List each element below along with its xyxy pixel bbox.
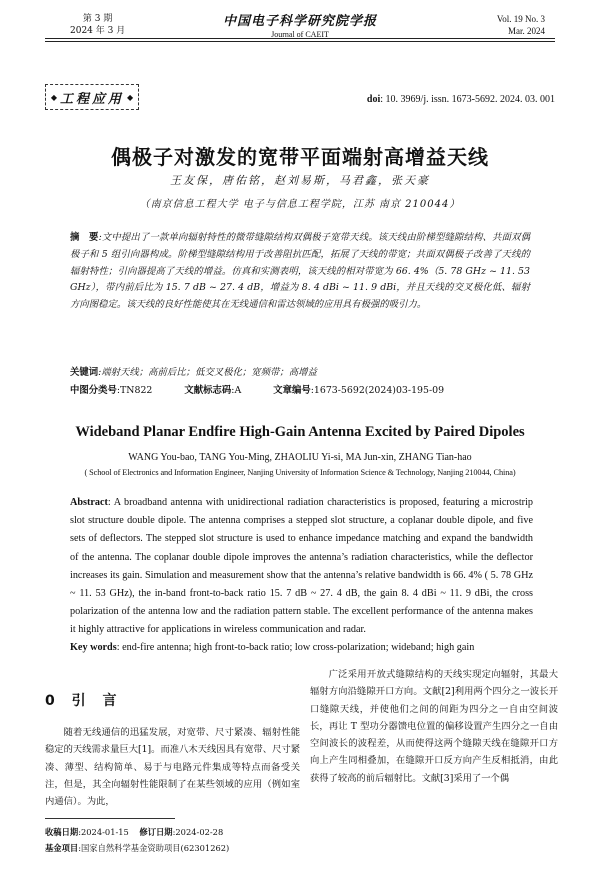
keywords-cn-label: 关键词	[70, 367, 99, 378]
article-id-label: 文章编号	[273, 385, 311, 396]
authors-en: WANG You-bao, TANG You-Ming, ZHAOLIU Yi-si, MA Jun-xin, ZHANG Tian-hao	[128, 452, 472, 463]
abstract-cn-text: :文中提出了一款单向辐射特性的微带缝隙结构双偶极子宽带天线。该天线由阶梯型缝隙结构、共面双偶极子和 5 组引向器构成。阶梯型缝隙结构用于改善阻抗匹配，拓展了天线的带宽；共面双偶极子改善了天线的辐射特性；引向器提高了天线的增益。仿真和实测表明，该天线的相对带宽为 66. 4%（5. 78 GHz ~ 11. 53 GHz），带内前后比为 15. 7 dB ~ 27. 4 dB，增益为 8. 4 dBi ~ 11. 9 dBi，并且天线的交叉极化低、辐射方向图稳定。该天线的良好性能使其在无线通信和雷达领域的应用具有极强的吸引力。	[70, 232, 530, 311]
clc-value: :TN822	[116, 385, 153, 396]
article-id-value: :1673-5692(2024)03-195-09	[310, 385, 445, 396]
clc-label: 中图分类号	[70, 385, 117, 396]
footnote-rule	[45, 818, 175, 819]
authors-cn: 王友保，唐佑铭，赵刘易斯，马君鑫，张天豪	[170, 174, 430, 187]
footnote-dates	[45, 826, 223, 838]
journal-name-cn: 中国电子科学研究院学报	[222, 14, 377, 29]
category-box	[45, 84, 139, 110]
section-number: 0	[45, 693, 61, 709]
keywords-cn	[70, 364, 540, 378]
ornament-icon: ◆	[127, 92, 134, 102]
intro-paragraph-right: 广泛采用开放式缝隙结构的天线实现定向辐射，其最大辐射方向沿缝隙开口方向。文献[2]利用两个四分之一波长开口缝隙天线，并使他们之间的间距为四分之一自由空间波长，再让 T 型功分器馈电位置的偏移设置产生四分之一自由空间波长的波程差，从而使得这两个缝隙天线在缝隙开口方向上产生同相叠加，在缝隙开口反方向产生反相抵消，由此获得了较高的前后辐射比。文献[3]采用了一个偶	[310, 669, 558, 784]
abstract-en	[70, 494, 533, 640]
abstract-en-label: Abstract	[70, 497, 108, 508]
running-header-right	[497, 13, 545, 37]
received-label: 收稿日期	[45, 827, 79, 837]
doi-value: : 10. 3969/j. issn. 1673-5692. 2024. 03. 001	[380, 94, 555, 105]
issue-date: 2024 年 3 月	[70, 26, 126, 36]
volume-number: Vol. 19 No. 3	[496, 14, 545, 24]
fund-label: 基金项目	[45, 843, 79, 853]
abstract-cn	[70, 230, 530, 314]
paper-title-cn: 偶极子对激发的宽带平面端射高增益天线	[111, 145, 489, 169]
affiliation-cn: （南京信息工程大学 电子与信息工程学院，江苏 南京 210044）	[139, 199, 461, 210]
intro-paragraph-left: 随着无线通信的迅猛发展，对宽带、尺寸紧凑、辐射性能稳定的天线需求量巨大[1]。而准八木天线因具有宽带、尺寸紧凑、薄型、结构简单、易于与电路元件集成等特点而备受关注，但是，其全向辐射性能限制了在某些领域的应用（例如室内通信）。为此，	[45, 727, 300, 808]
keywords-cn-text: :端射天线；高前后比；低交叉极化；宽频带；高增益	[98, 367, 317, 378]
issue-number: 第 3 期	[82, 14, 113, 24]
affiliation-en: ( School of Electronics and Information Engineer, Nanjing University of Information Science & Technology, Nanjing 210044, China)	[84, 468, 516, 477]
paper-title-en: Wideband Planar Endfire High-Gain Antenna Excited by Paired Dipoles	[75, 424, 525, 440]
category-label: 工程应用	[59, 91, 124, 107]
header-rule-thick	[45, 38, 555, 39]
ornament-icon: ◆	[50, 92, 57, 102]
revised-value: :2024-02-28	[172, 827, 224, 837]
doc-code-value: :A	[231, 385, 242, 396]
fund-value: :国家自然科学基金资助项目(62301262)	[78, 843, 230, 853]
received-value: :2024-01-15	[78, 827, 129, 837]
keywords-en-label: Key words	[70, 642, 117, 653]
doi-label: doi	[366, 94, 381, 105]
journal-name-en: Journal of CAEIT	[271, 30, 329, 39]
abstract-cn-label: 摘 要	[70, 232, 99, 243]
doc-code-label: 文献标志码	[184, 385, 232, 396]
issue-date-en: Mar. 2024	[508, 26, 545, 36]
keywords-en-text: : end-fire antenna; high front-to-back ratio; low cross-polarization; wideband; high gain	[116, 642, 475, 653]
keywords-en	[70, 642, 540, 653]
section-title: 引 言	[71, 693, 123, 709]
footnote-funding	[45, 842, 229, 854]
abstract-en-text: : A broadband antenna with unidirectional radiation characteristics is proposed, featuring a microstrip slot structure double dipole. The antenna comprises a stepped slot structure, a coplanar double dipole, and five sets of deflectors. The stepped slot structure is used to enhance impedance matching and expand the bandwidth of the antenna. The coplanar double dipole improves the antenna’s radiation characteristics, while the deflector increases its gain. Simulation and measurement show that the antenna’s relative bandwidth is 66. 4% ( 5. 78 GHz ~ 11. 53 GHz), the in-band front-to-back ratio 15. 7 dB ~ 27. 4 dB, the gain 8. 4 dBi ~ 11. 9 dBi, the cross polarization of the antenna low and the radiation pattern stable. The excellent performance of the antenna makes it highly attractive for applications in wireless communication and radar.	[70, 497, 533, 636]
header-rule-thin	[45, 41, 555, 42]
section-heading-intro	[45, 690, 123, 710]
doi-line	[367, 94, 555, 105]
classification-line	[70, 382, 540, 396]
revised-label: 修订日期	[139, 827, 173, 837]
